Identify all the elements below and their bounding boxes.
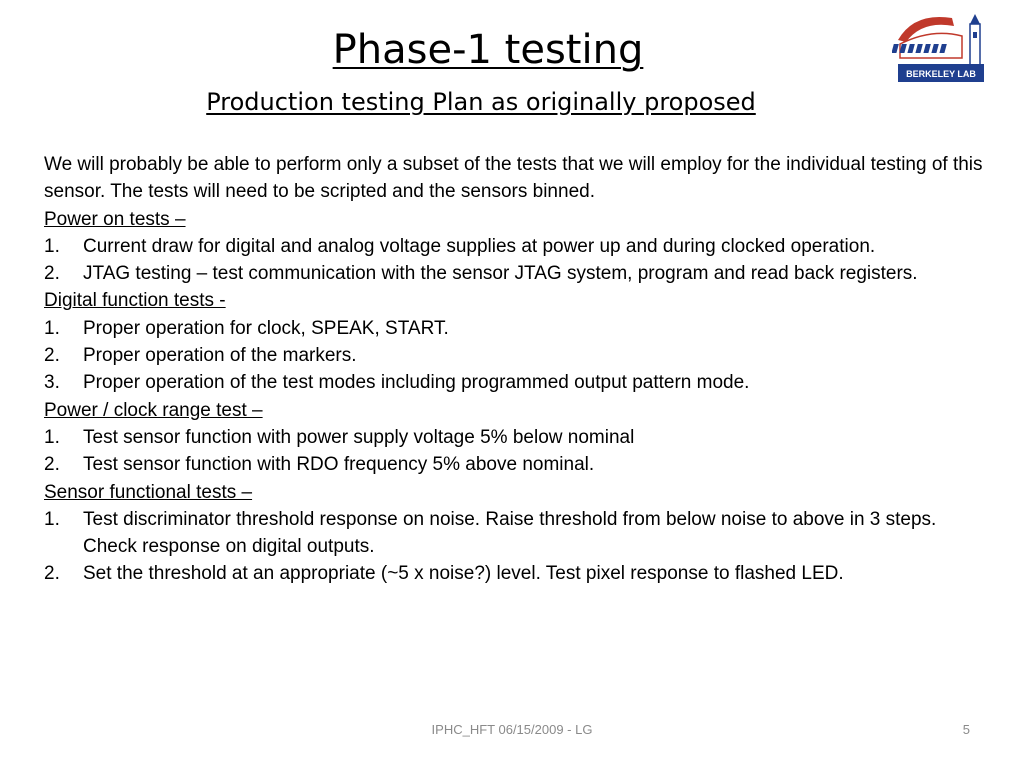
list-item [44,233,984,260]
section-heading: Digital function tests - [44,290,226,312]
list-item-text: Proper operation of the markers. [83,345,357,367]
list-item-text: Proper operation for clock, SPEAK, START. [83,317,449,339]
list-item [44,315,984,342]
list-item [44,369,984,396]
list-item-number: 2. [44,263,60,285]
berkeley-lab-logo-icon [892,6,992,86]
list-item-text: Proper operation of the test modes including programmed output pattern mode. [83,372,750,394]
list-item [44,424,984,451]
list-item-number: 3. [44,372,60,394]
page-title: Phase-1 testing [332,27,644,73]
list-item [44,560,984,587]
section-heading: Power on tests – [44,208,186,230]
page-number: 5 [962,722,970,737]
list-item-text: Test discriminator threshold response on noise. Raise threshold from below noise to above in 3 steps. Check response on digital outputs. [83,508,937,558]
list-item-number: 2. [44,563,60,585]
list-item-number: 2. [44,454,60,476]
list-item [44,342,984,369]
list-item [44,260,984,287]
list-item-text: Test sensor function with power supply voltage 5% below nominal [83,426,635,448]
list-item-text: JTAG testing – test communication with the sensor JTAG system, program and read back registers. [83,263,918,285]
list-item-number: 1. [44,426,60,448]
footer-text: IPHC_HFT 06/15/2009 - LG [431,722,593,737]
page-subtitle: Production testing Plan as originally proposed [206,88,756,116]
slide-body [44,151,984,588]
list-item-text: Set the threshold at an appropriate (~5 x noise?) level. Test pixel response to flashed LED. [83,563,844,585]
list-item-number: 2. [44,345,60,367]
list-item [44,451,984,478]
list-item-text: Test sensor function with RDO frequency 5% above nominal. [83,454,595,476]
list-item-text: Current draw for digital and analog voltage supplies at power up and during clocked operation. [83,235,876,257]
logo-text: BERKELEY LAB [906,69,976,79]
intro-paragraph: We will probably be able to perform only a subset of the tests that we will employ for the individual testing of this sensor. The tests will need to be scripted and the sensors binned. [44,154,983,203]
list-item-number: 1. [44,317,60,339]
list-item [44,506,984,561]
list-item-number: 1. [44,508,60,530]
section-heading: Sensor functional tests – [44,481,253,503]
list-item-number: 1. [44,235,60,257]
section-heading: Power / clock range test – [44,399,263,421]
